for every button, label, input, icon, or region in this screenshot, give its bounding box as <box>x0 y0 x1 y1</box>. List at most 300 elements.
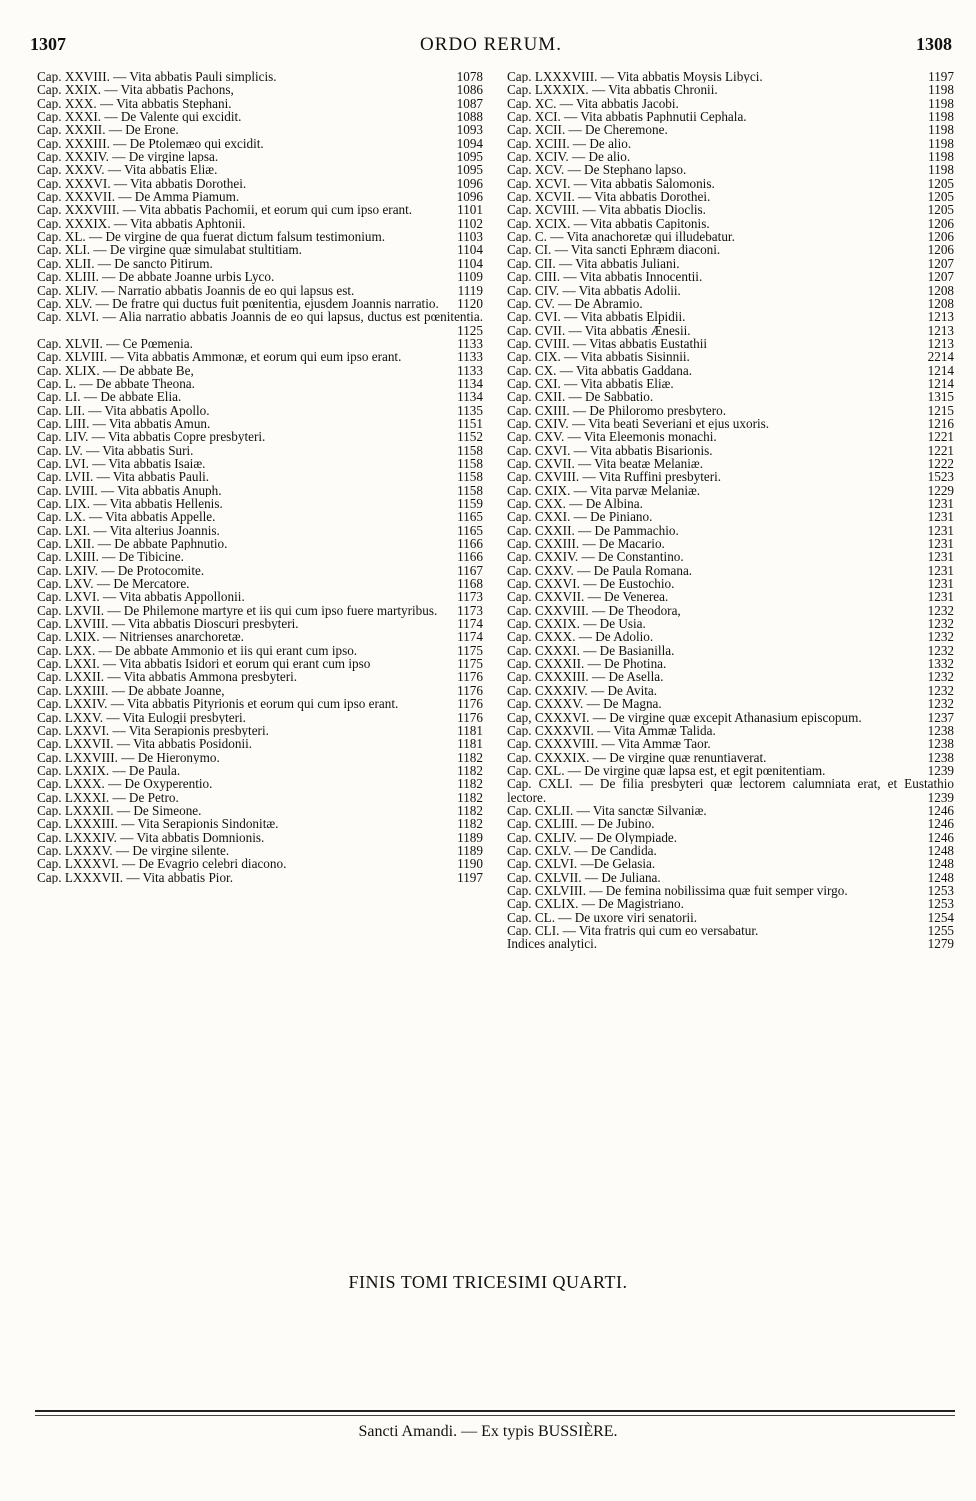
toc-entry <box>507 777 954 804</box>
entry-title: Cap. LX. — Vita abbatis Appelle. <box>37 510 216 524</box>
toc-entry <box>507 897 954 910</box>
entry-column-number: 1208 <box>927 282 954 298</box>
toc-entry <box>37 537 483 550</box>
entry-title: Cap. XLI. — De virgine quæ simulabat stultitiam. <box>37 243 302 257</box>
entry-title: Cap. CXVII. — Vita beatæ Melaniæ. <box>507 456 704 471</box>
entry-column-number: 1238 <box>927 749 954 765</box>
toc-entry <box>37 110 483 123</box>
entry-column-number: 1101 <box>457 202 483 218</box>
toc-entry <box>507 217 954 230</box>
entry-column-number: 1166 <box>457 536 483 552</box>
toc-entry <box>507 724 954 737</box>
toc-entry <box>507 670 954 683</box>
toc-entry <box>507 337 954 350</box>
toc-entry <box>507 617 954 630</box>
left-column <box>37 70 483 884</box>
entry-title: Cap. LXXXII. — De Simeone. <box>37 803 202 818</box>
entry-column-number: 1231 <box>927 536 954 552</box>
entry-title: Cap. XLIII. — De abbate Joanne urbis Lyco. <box>37 270 275 284</box>
toc-entry <box>37 711 483 724</box>
entry-title: Cap. LVII. — Vita abbatis Pauli. <box>37 470 210 484</box>
entry-title: Cap. XCVIII. — Vita abbatis Dioclis. <box>507 203 706 217</box>
entry-title: Cap. LII. — Vita abbatis Apollo. <box>37 403 210 417</box>
entry-title: Cap. LIX. — Vita abbatis Hellenis. <box>37 497 223 511</box>
entry-title: Cap. LXIII. — De Tibicine. <box>37 550 184 564</box>
entry-title: Cap. LXXXV. — De virgine silente. <box>37 843 230 858</box>
entry-title: Cap. LXIX. — Nitrienses anarchoretæ. <box>37 630 244 644</box>
entry-title: Cap. CXLIII. — De Jubino. <box>507 817 655 831</box>
entry-column-number: 1198 <box>928 109 954 125</box>
entry-column-number: 1198 <box>928 162 954 178</box>
toc-entry <box>507 844 954 857</box>
toc-entry <box>37 804 483 817</box>
entry-column-number: 1246 <box>927 829 954 845</box>
entry-column-number: 1133 <box>457 349 483 365</box>
toc-entry <box>37 817 483 830</box>
entry-title: Cap. XLIX. — De abbate Be, <box>37 363 194 377</box>
entry-title: Cap. XCIII. — De alio. <box>507 136 632 151</box>
toc-entry <box>507 644 954 657</box>
entry-title: Cap. CXXXII. — De Photina. <box>507 657 667 671</box>
toc-entry <box>37 564 483 577</box>
entry-column-number: 1205 <box>927 189 954 205</box>
toc-entry <box>37 350 483 363</box>
entry-title: Cap. CXXVII. — De Venerea. <box>507 590 669 604</box>
entry-title: Cap. CI. — Vita sancti Ephræm diaconi. <box>507 243 721 257</box>
entry-column-number: 1206 <box>927 215 954 231</box>
toc-entry <box>507 190 954 203</box>
entry-title: Cap. CXXX. — De Adolio. <box>507 630 654 644</box>
entry-title: Cap. CXVI. — Vita abbatis Bisarionis. <box>507 443 713 457</box>
toc-entry <box>507 377 954 390</box>
entry-title: Cap. LXXV. — Vita Eulogii presbyteri. <box>37 710 246 724</box>
entry-title: Cap. CXXV. — De Paula Romana. <box>507 563 693 578</box>
printer-imprint: Sancti Amandi. — Ex typis BUSSIÈRE. <box>358 1423 618 1440</box>
entry-title: Cap. XLII. — De sancto Pitirum. <box>37 256 213 271</box>
toc-entry <box>507 697 954 710</box>
entry-title: Cap. CXLVIII. — De femina nobilissima quæ fuit semper virgo. <box>507 882 848 898</box>
toc-entry <box>507 243 954 256</box>
entry-column-number: 1095 <box>456 149 483 165</box>
entry-title: Cap. LXVI. — Vita abbatis Appollonii. <box>37 590 245 604</box>
entry-column-number: 1189 <box>457 829 483 845</box>
toc-entry <box>507 270 954 283</box>
toc-entry <box>507 630 954 643</box>
entry-title: Cap. CIV. — Vita abbatis Adolii. <box>507 283 681 297</box>
entry-title: Cap. CXXXVII. — Vita Ammæ Talida. <box>507 723 716 738</box>
entry-column-number: 1216 <box>927 415 954 431</box>
entry-title: Cap. CXXXIV. — De Avita. <box>507 683 658 698</box>
entry-title: Cap. CV. — De Abramio. <box>507 296 643 311</box>
toc-entry <box>507 924 954 937</box>
entry-title: Cap. CXXXIX. — De virgine quæ renuntiaverat. <box>507 750 767 764</box>
toc-entry <box>37 524 483 537</box>
entry-column-number: 1182 <box>457 802 483 818</box>
entry-column-number: 1213 <box>927 322 954 338</box>
entry-title: Cap. XXVIII. — Vita abbatis Pauli simplicis. <box>37 70 277 84</box>
toc-entry <box>37 417 483 430</box>
entry-column-number: 1197 <box>928 69 954 84</box>
toc-entry <box>507 577 954 590</box>
entry-column-number: 1246 <box>927 802 954 818</box>
entry-title: Cap. LXXXIX. — Vita abbatis Chronii. <box>507 83 718 97</box>
entry-title: Cap. LXXVII. — Vita abbatis Posidonii. <box>37 737 253 751</box>
entry-column-number: 1158 <box>457 482 483 498</box>
toc-entry <box>507 804 954 817</box>
toc-entry <box>37 97 483 110</box>
toc-entry <box>507 430 954 443</box>
entry-title: Cap. CXXIV. — De Constantino. <box>507 550 684 564</box>
entry-title: Cap. XCVII. — Vita abbatis Dorothei. <box>507 190 711 204</box>
entry-column-number: 1198 <box>928 149 954 165</box>
entry-column-number: 1253 <box>927 896 954 912</box>
entry-title: Cap. CXXII. — De Pammachio. <box>507 523 679 538</box>
entry-column-number: 1237 <box>927 709 954 725</box>
toc-entry <box>507 350 954 363</box>
toc-entry <box>37 791 483 804</box>
entry-title: Cap. LVI. — Vita abbatis Isaiæ. <box>37 456 206 471</box>
entry-title: Cap. CXLVI. —De Gelasia. <box>507 857 656 871</box>
toc-entry <box>37 243 483 256</box>
entry-column-number: 1094 <box>456 135 483 151</box>
entry-title: Cap. CXLVII. — De Juliana. <box>507 870 661 884</box>
entry-column-number: 1214 <box>927 375 954 391</box>
entry-title: Cap. XCVI. — Vita abbatis Salomonis. <box>507 176 715 191</box>
entry-title: Cap. LXXXVII. — Vita abbatis Pior. <box>37 870 234 884</box>
entry-title: Cap. CXXXIII. — De Asella. <box>507 670 664 684</box>
entry-column-number: 1205 <box>927 175 954 191</box>
toc-entry <box>37 737 483 750</box>
toc-entry <box>37 257 483 270</box>
toc-entry <box>37 284 483 297</box>
entry-title: Cap. LXXXIV. — Vita abbatis Domnionis. <box>37 830 265 844</box>
entry-title: Cap. XXXIII. — De Ptolemæo qui excidit. <box>37 136 264 151</box>
toc-entry <box>507 203 954 216</box>
entry-title: Cap. XXIX. — Vita abbatis Pachons, <box>37 83 234 97</box>
toc-entry <box>37 657 483 670</box>
entry-column-number: 1248 <box>927 856 954 872</box>
toc-entry <box>37 577 483 590</box>
entry-column-number: 1093 <box>456 122 483 138</box>
entry-title: Cap. LXXIII. — De abbate Joanne, <box>37 683 225 698</box>
entry-column-number: 1158 <box>457 455 483 471</box>
toc-entry <box>507 70 954 83</box>
toc-entry <box>37 364 483 377</box>
toc-entry <box>507 871 954 884</box>
toc-entry <box>37 777 483 790</box>
entry-title: Cap. LXXXI. — De Petro. <box>37 790 179 804</box>
entry-title: Cap. XCIV. — De alio. <box>507 150 631 164</box>
entry-title: Cap. CXVIII. — Vita Ruffini presbyteri. <box>507 470 722 484</box>
entry-column-number: 1158 <box>457 469 483 485</box>
entry-column-number: 1166 <box>457 549 483 565</box>
toc-entry <box>37 751 483 764</box>
entry-column-number: 1175 <box>457 642 483 658</box>
toc-entry <box>507 324 954 337</box>
entry-title: Cap. LXIV. — De Protocomite. <box>37 563 205 578</box>
entry-column-number: 1231 <box>927 496 954 511</box>
entry-title: Cap. LXXVI. — Vita Serapionis presbyteri. <box>37 723 269 738</box>
toc-entry <box>507 257 954 270</box>
toc-entry <box>37 470 483 483</box>
toc-entry <box>507 444 954 457</box>
entry-column-number: 1182 <box>457 789 483 805</box>
toc-entry <box>507 177 954 190</box>
toc-entry <box>507 764 954 777</box>
toc-entry <box>37 871 483 884</box>
entry-title: Cap. CXXI. — De Piniano. <box>507 510 653 524</box>
toc-entry <box>507 97 954 110</box>
toc-entry <box>37 617 483 630</box>
entry-column-number: 1104 <box>457 242 483 258</box>
toc-entry <box>37 604 483 617</box>
entry-column-number: 1231 <box>927 522 954 538</box>
entry-column-number: 1086 <box>456 82 483 98</box>
entry-column-number: 1176 <box>457 682 483 698</box>
entry-column-number: 1087 <box>456 95 483 111</box>
toc-entry <box>507 230 954 243</box>
entry-column-number: 1176 <box>457 709 483 725</box>
toc-entry <box>507 137 954 150</box>
entry-title: Cap. XXXV. — Vita abbatis Eliæ. <box>37 163 218 177</box>
entry-title: Cap. CXXXI. — De Basianilla. <box>507 643 675 658</box>
entry-column-number: 1133 <box>457 335 483 351</box>
entry-title: Cap. XXXVI. — Vita abbatis Dorothei. <box>37 176 247 191</box>
toc-entry <box>37 497 483 510</box>
entry-column-number: 1206 <box>927 229 954 245</box>
toc-entry <box>507 604 954 617</box>
toc-entry <box>37 203 483 216</box>
entry-title: Cap. LIII. — Vita abbatis Amun. <box>37 416 211 431</box>
page-number-right: 1308 <box>916 34 952 54</box>
entry-title: Cap. CIX. — Vita abbatis Sisinnii. <box>507 350 690 364</box>
entry-column-number: 1173 <box>457 602 483 618</box>
entry-column-number: 1231 <box>927 562 954 578</box>
entry-column-number: 1167 <box>457 562 483 578</box>
entry-column-number: 1232 <box>927 682 954 698</box>
entry-column-number: 1078 <box>456 69 483 84</box>
toc-entry <box>37 270 483 283</box>
entry-title: Cap. CXXXV. — De Magna. <box>507 697 662 711</box>
entry-column-number: 1222 <box>927 455 954 471</box>
right-column <box>507 70 954 951</box>
toc-entry <box>507 537 954 550</box>
entry-column-number: 1279 <box>927 936 954 952</box>
entry-column-number: 1189 <box>457 842 483 858</box>
entry-title: Cap. CXL. — De virgine quæ lapsa est, et egit pœnitentiam. <box>507 762 826 778</box>
entry-title: Cap. XXXII. — De Erone. <box>37 123 179 137</box>
entry-column-number: 1152 <box>457 429 483 445</box>
entry-title: Cap. LXXX. — De Oxyperentio. <box>37 777 213 791</box>
entry-column-number: 1151 <box>457 415 483 431</box>
toc-entry <box>507 737 954 750</box>
entry-title: Cap. LXXXVIII. — Vita abbatis Moysis Libyci. <box>507 70 763 84</box>
toc-entry <box>37 337 483 350</box>
toc-entry <box>507 590 954 603</box>
entry-column-number: 1255 <box>927 923 954 938</box>
toc-entry <box>37 697 483 710</box>
entry-title: Cap. CXXXVIII. — Vita Ammæ Taor. <box>507 737 711 751</box>
toc-entry <box>507 284 954 297</box>
entry-title: Cap. XLV. — De fratre qui ductus fuit pœnitentia, ejusdem Joannis narratio. <box>37 295 439 311</box>
entry-column-number: 1208 <box>927 295 954 311</box>
entry-title: Cap. CXX. — De Albina. <box>507 497 643 511</box>
entry-column-number: 1197 <box>457 869 483 885</box>
entry-column-number: 2214 <box>927 349 954 365</box>
entry-title: Indices analytici. <box>507 937 598 951</box>
entry-title: Cap. CVI. — Vita abbatis Elpidii. <box>507 310 686 324</box>
page-header <box>30 34 952 60</box>
entry-column-number: 1214 <box>927 362 954 378</box>
entry-title: Cap. XLVII. — Ce Pœmenia. <box>37 336 193 351</box>
toc-entry <box>507 390 954 403</box>
toc-entry <box>507 911 954 924</box>
entry-title: Cap. LXV. — De Mercatore. <box>37 577 190 591</box>
footer-rule-thin <box>35 1415 955 1416</box>
entry-column-number: 1182 <box>457 749 483 765</box>
entry-title: Cap. XLVI. — Alia narratio abbatis Joannis de eo qui lapsus, ductus est pœnitentia. <box>37 309 483 325</box>
toc-entry <box>507 751 954 764</box>
toc-entry <box>37 844 483 857</box>
entry-title: Cap. LI. — De abbate Elia. <box>37 390 182 404</box>
entry-column-number: 1168 <box>457 576 483 592</box>
entry-title: Cap. CXLIV. — De Olympiade. <box>507 830 678 844</box>
entry-title: Cap. CXXVI. — De Eustochio. <box>507 577 675 591</box>
entry-title: Cap. LXVII. — De Philemone martyre et iis qui cum ipso fuere martyribus. <box>37 602 438 618</box>
footer-rule-thick <box>35 1410 955 1412</box>
entry-column-number: 1174 <box>457 616 483 632</box>
toc-entry <box>507 364 954 377</box>
entry-title: Cap. LVIII. — Vita abbatis Anuph. <box>37 483 222 497</box>
toc-entry <box>507 550 954 563</box>
entry-title: Cap. CXXVIII. — De Theodora, <box>507 603 681 618</box>
entry-column-number: 1215 <box>927 402 954 418</box>
entry-title: Cap. CXV. — Vita Eleemonis monachi. <box>507 430 717 444</box>
entry-column-number: 1088 <box>456 109 483 125</box>
entry-column-number: 1198 <box>928 82 954 98</box>
entry-column-number: 1173 <box>457 589 483 605</box>
entry-column-number: 1182 <box>457 776 483 792</box>
entry-title: Cap. XXXIX. — Vita abbatis Aphtonii. <box>37 216 246 231</box>
entry-column-number: 1231 <box>927 549 954 565</box>
entry-column-number: 1229 <box>927 482 954 498</box>
entry-title: Cap. XXXVIII. — Vita abbatis Pachomii, et eorum qui cum ipso erant. <box>37 202 413 218</box>
entry-title: Cap. XCV. — De Stephano lapso. <box>507 163 687 177</box>
entry-title: Cap. XXXI. — De Valente qui excidit. <box>37 110 242 124</box>
toc-entry <box>507 831 954 844</box>
toc-entry <box>507 110 954 123</box>
entry-column-number: 1176 <box>457 669 483 685</box>
entry-title: Cap. CXLII. — Vita sanctæ Silvaniæ. <box>507 803 707 818</box>
toc-entry <box>37 217 483 230</box>
entry-title: Cap. XXX. — Vita abbatis Stephani. <box>37 96 232 111</box>
toc-entry <box>37 230 483 243</box>
entry-title: Cap. XCI. — Vita abbatis Paphnutii Cephala. <box>507 110 747 124</box>
entry-column-number: 1232 <box>927 629 954 645</box>
entry-title: Cap. CII. — Vita abbatis Juliani. <box>507 256 680 271</box>
page-number-left: 1307 <box>30 34 66 54</box>
toc-entry <box>37 190 483 203</box>
toc-entry <box>507 457 954 470</box>
toc-entry <box>37 70 483 83</box>
entry-column-number: 1104 <box>457 255 483 271</box>
entry-title: Cap. XLVIII. — Vita abbatis Ammonæ, et eorum qui eum ipso erant. <box>37 349 402 365</box>
entry-title: Cap. LV. — Vita abbatis Suri. <box>37 443 194 457</box>
toc-entry <box>37 163 483 176</box>
entry-column-number: 1248 <box>927 842 954 858</box>
toc-entry <box>507 857 954 870</box>
entry-title: Cap. CXLIX. — De Magistriano. <box>507 897 684 911</box>
toc-entry <box>37 444 483 457</box>
entry-column-number: 1238 <box>927 722 954 738</box>
entry-title: Cap. CXXIII. — De Macario. <box>507 537 665 551</box>
entry-column-number: 1102 <box>457 215 483 231</box>
entry-column-number: 1198 <box>928 122 954 138</box>
entry-column-number: 1134 <box>457 389 483 405</box>
toc-entry <box>37 857 483 870</box>
entry-title: Cap. LXXIX. — De Paula. <box>37 763 181 778</box>
entry-column-number: 1119 <box>457 282 483 298</box>
entry-title: Cap. XCIX. — Vita abbatis Capitonis. <box>507 216 710 231</box>
entry-column-number: 1120 <box>457 295 483 311</box>
entry-column-number: 1221 <box>927 442 954 458</box>
entry-column-number: 1182 <box>457 816 483 832</box>
entry-title: Cap. CVII. — Vita abbatis Ænesii. <box>507 323 691 337</box>
toc-entry <box>507 564 954 577</box>
toc-entry <box>507 297 954 310</box>
entry-column-number: 1175 <box>457 656 483 672</box>
entry-column-number: 1232 <box>927 696 954 712</box>
entry-column-number: 1165 <box>457 522 483 538</box>
entry-column-number: 1254 <box>927 909 954 925</box>
toc-entry <box>507 497 954 510</box>
toc-entry <box>507 937 954 950</box>
entry-column-number: 1231 <box>927 509 954 525</box>
toc-entry <box>37 430 483 443</box>
finis-line: FINIS TOMI TRICESIMI QUARTI. <box>348 1272 628 1292</box>
entry-title: Cap. LXVIII. — Vita abbatis Dioscuri presbyteri. <box>37 617 299 631</box>
entry-column-number: 1239 <box>927 789 954 805</box>
entry-column-number: 1206 <box>927 242 954 258</box>
toc-entry <box>37 457 483 470</box>
entry-title: Cap. LXI. — Vita alterius Joannis. <box>37 523 220 538</box>
entry-title: Cap. CLI. — Vita fratris qui cum eo versabatur. <box>507 924 759 938</box>
entry-title: Cap. L. — De abbate Theona. <box>37 376 195 391</box>
toc-entry <box>37 510 483 523</box>
toc-entry <box>37 404 483 417</box>
entry-column-number: 1232 <box>927 669 954 685</box>
entry-title: Cap. LXXIV. — Vita abbatis Pityrionis et eorum qui cum ipso erant. <box>37 696 399 712</box>
toc-entry <box>37 137 483 150</box>
entry-column-number: 1238 <box>927 736 954 752</box>
entry-column-number: 1248 <box>927 869 954 885</box>
entry-title: Cap. CXIX. — Vita parvæ Melaniæ. <box>507 483 701 497</box>
toc-entry <box>507 817 954 830</box>
entry-title: Cap. LXXII. — Vita abbatis Ammona presbyteri. <box>37 670 298 684</box>
entry-column-number: 1181 <box>457 736 483 752</box>
toc-entry <box>37 724 483 737</box>
toc-entry <box>37 150 483 163</box>
entry-title: Cap. CXIV. — Vita beati Severiani et ejus uxoris. <box>507 416 770 431</box>
entry-column-number: 1165 <box>457 509 483 525</box>
entry-column-number: 1096 <box>456 175 483 191</box>
entry-column-number: 1096 <box>456 189 483 205</box>
toc-entry <box>507 510 954 523</box>
toc-entry <box>37 590 483 603</box>
entry-column-number: 1253 <box>927 882 954 898</box>
entry-column-number: 1246 <box>927 816 954 832</box>
entry-title: Cap. CXI. — Vita abbatis Eliæ. <box>507 376 674 391</box>
